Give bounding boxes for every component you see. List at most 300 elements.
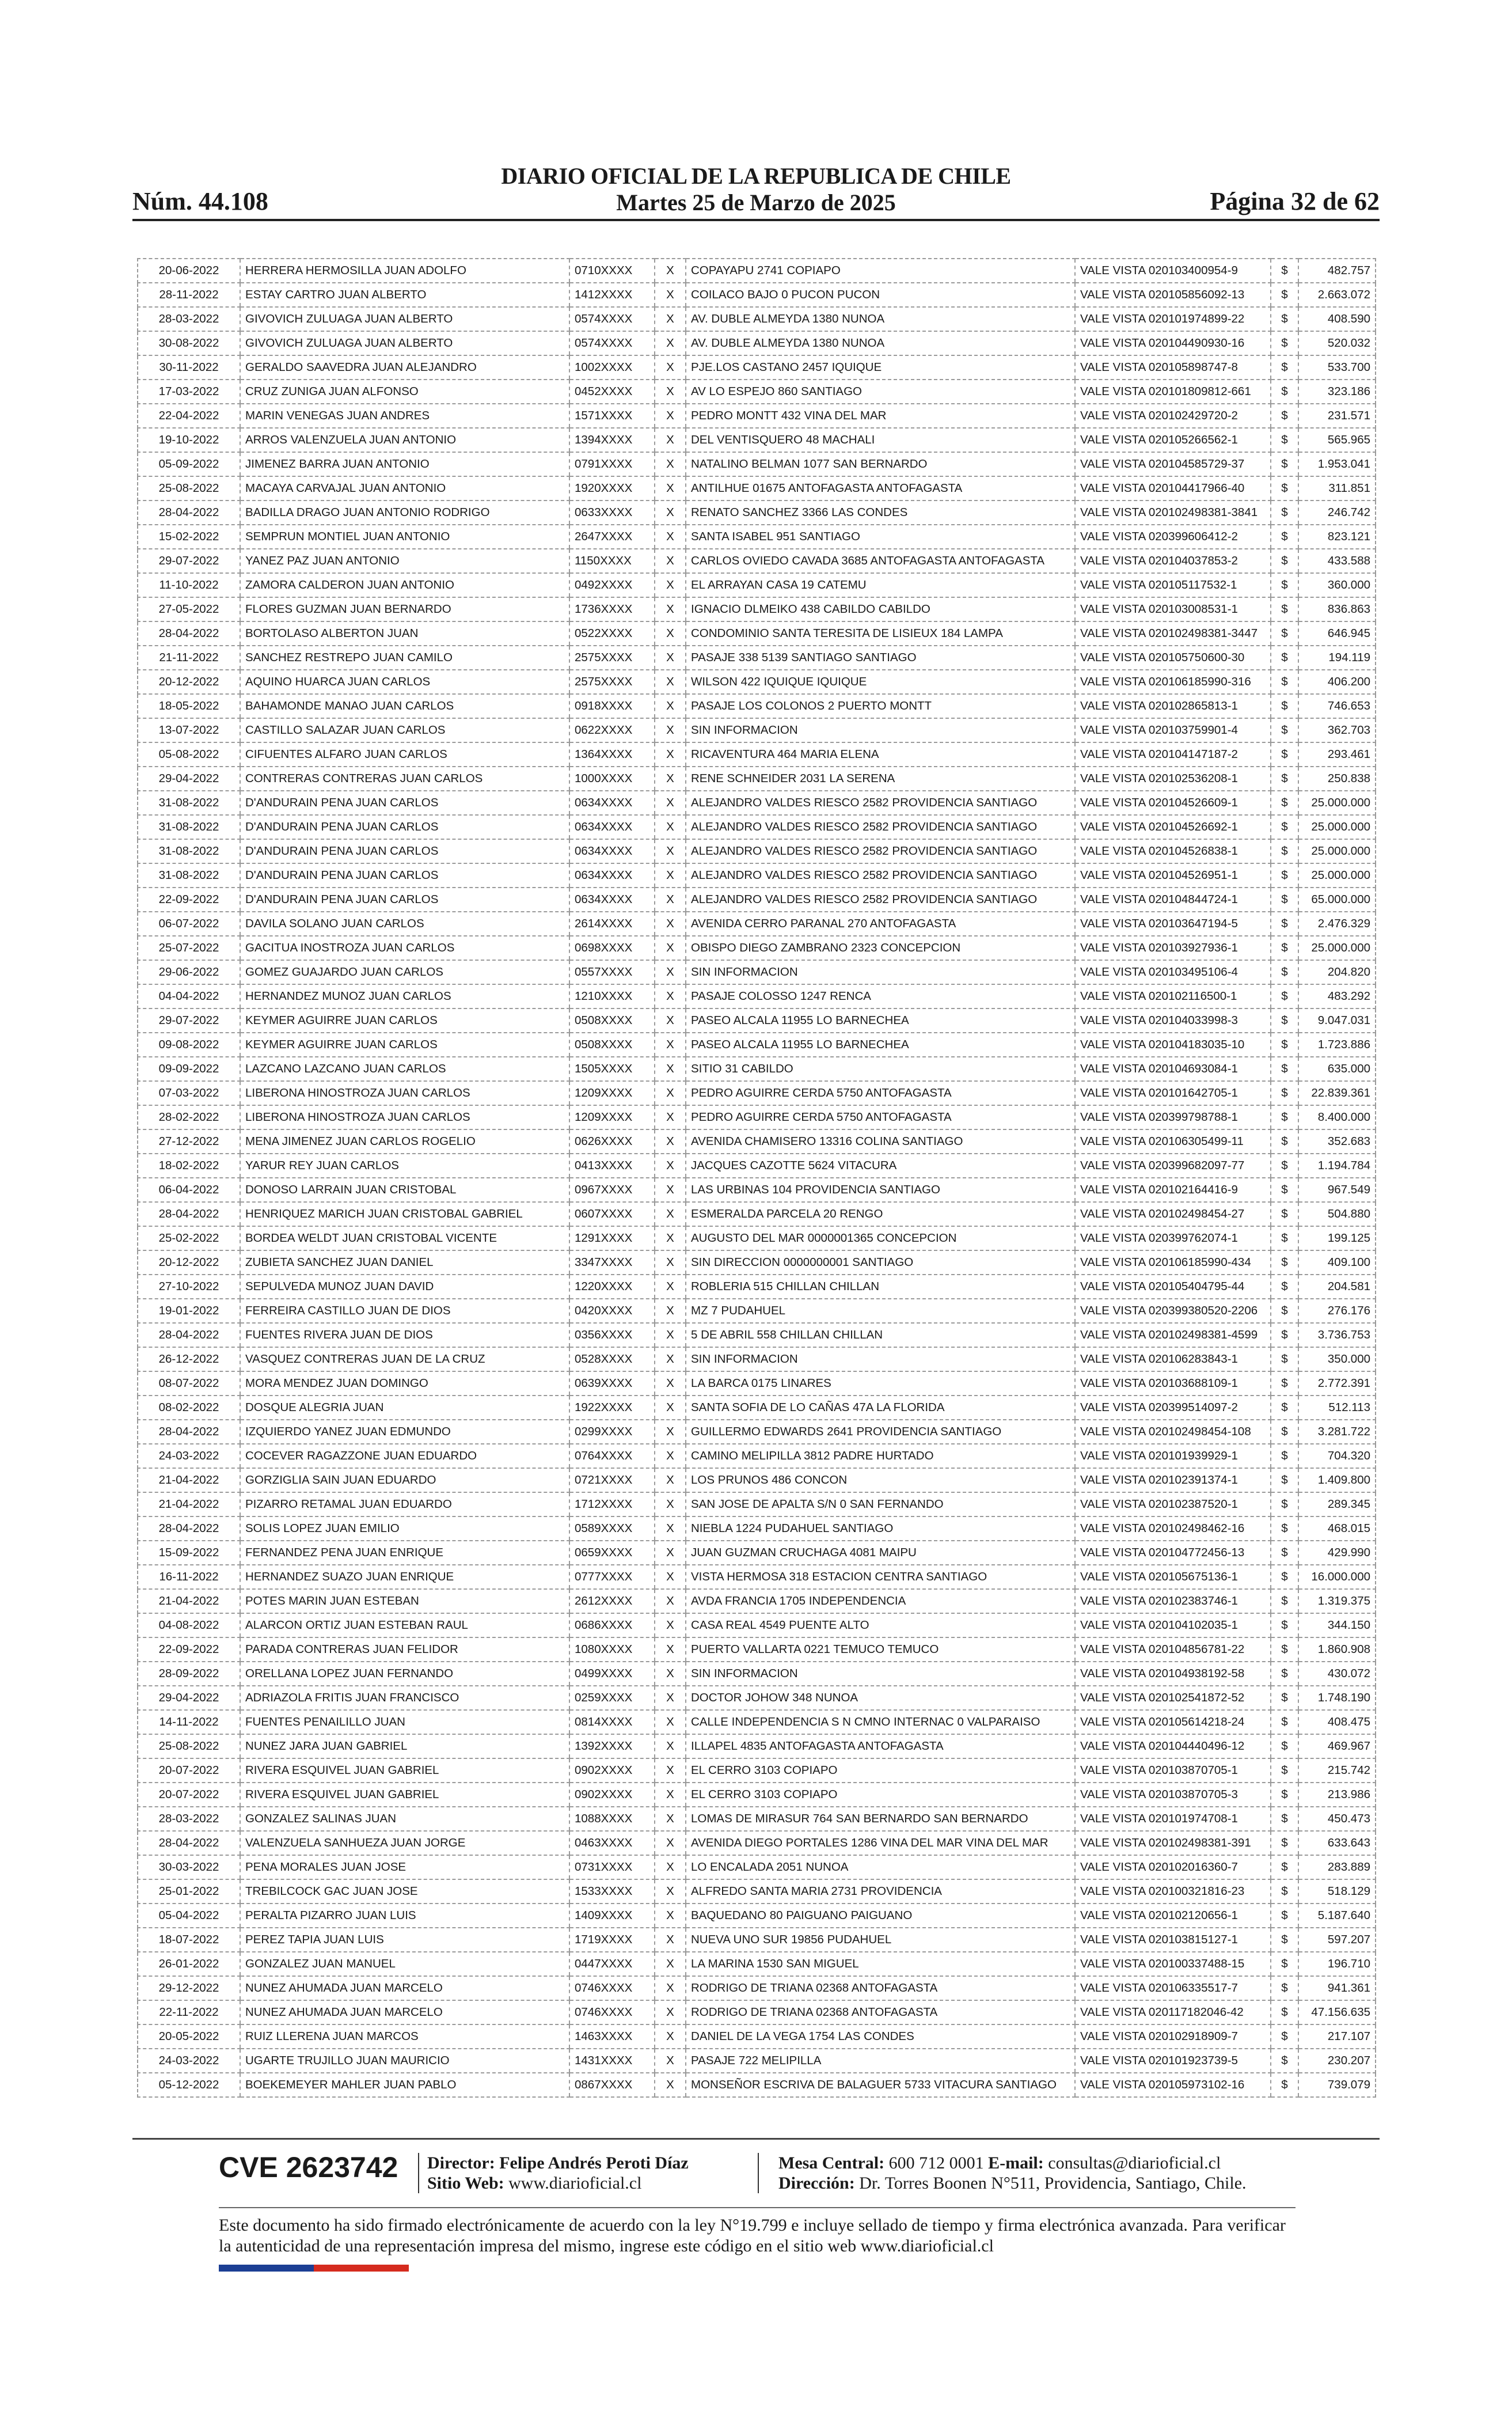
name-cell: MACAYA CARVAJAL JUAN ANTONIO — [240, 476, 569, 501]
name-cell: LIBERONA HINOSTROZA JUAN CARLOS — [240, 1105, 569, 1129]
amount-cell: 276.176 — [1298, 1299, 1376, 1323]
mark-cell: X — [655, 1831, 686, 1855]
table-row — [138, 452, 1376, 476]
date-cell: 22-09-2022 — [138, 1637, 240, 1662]
rut-cell: 0528XXXX — [569, 1347, 655, 1371]
table-row — [138, 307, 1376, 331]
document-cell: VALE VISTA 020104102035-1 — [1075, 1613, 1271, 1637]
amount-cell: 1.723.886 — [1298, 1033, 1376, 1057]
rut-cell: 0634XXXX — [569, 815, 655, 839]
amount-cell: 196.710 — [1298, 1952, 1376, 1976]
date-cell: 24-03-2022 — [138, 1444, 240, 1468]
address-cell: LOMAS DE MIRASUR 764 SAN BERNARDO SAN BERNARDO — [686, 1807, 1075, 1831]
table-row — [138, 597, 1376, 621]
table-row — [138, 767, 1376, 791]
mark-cell: X — [655, 355, 686, 380]
date-cell: 06-07-2022 — [138, 912, 240, 936]
name-cell: FUENTES RIVERA JUAN DE DIOS — [240, 1323, 569, 1347]
table-row — [138, 960, 1376, 984]
rut-cell: 0686XXXX — [569, 1613, 655, 1637]
mark-cell: X — [655, 259, 686, 283]
amount-cell: 746.653 — [1298, 694, 1376, 718]
mark-cell: X — [655, 1033, 686, 1057]
mark-cell: X — [655, 694, 686, 718]
date-cell: 29-06-2022 — [138, 960, 240, 984]
amount-cell: 213.986 — [1298, 1783, 1376, 1807]
amount-cell: 47.156.635 — [1298, 2000, 1376, 2024]
address-cell: AVENIDA DIEGO PORTALES 1286 VINA DEL MAR VINA DEL MAR — [686, 1831, 1075, 1855]
name-cell: VASQUEZ CONTRERAS JUAN DE LA CRUZ — [240, 1347, 569, 1371]
document-cell: VALE VISTA 020102498381-391 — [1075, 1831, 1271, 1855]
mark-cell: X — [655, 1154, 686, 1178]
currency-cell: $ — [1271, 888, 1298, 912]
rut-cell: 0259XXXX — [569, 1686, 655, 1710]
currency-cell: $ — [1271, 1734, 1298, 1758]
currency-cell: $ — [1271, 646, 1298, 670]
mark-cell: X — [655, 404, 686, 428]
mark-cell: X — [655, 597, 686, 621]
address-cell: PASAJE 722 MELIPILLA — [686, 2049, 1075, 2073]
document-cell: VALE VISTA 020104417966-40 — [1075, 476, 1271, 501]
mark-cell: X — [655, 960, 686, 984]
date-cell: 28-04-2022 — [138, 1516, 240, 1541]
rut-cell: 1002XXXX — [569, 355, 655, 380]
mark-cell: X — [655, 1444, 686, 1468]
mark-cell: X — [655, 1928, 686, 1952]
name-cell: GACITUA INOSTROZA JUAN CARLOS — [240, 936, 569, 960]
table-row — [138, 2024, 1376, 2049]
date-cell: 28-03-2022 — [138, 307, 240, 331]
currency-cell: $ — [1271, 307, 1298, 331]
mark-cell: X — [655, 1420, 686, 1444]
date-cell: 31-08-2022 — [138, 791, 240, 815]
address-cell: ALEJANDRO VALDES RIESCO 2582 PROVIDENCIA SANTIAGO — [686, 888, 1075, 912]
rut-cell: 0791XXXX — [569, 452, 655, 476]
currency-cell: $ — [1271, 1202, 1298, 1226]
table-row — [138, 501, 1376, 525]
date-cell: 21-04-2022 — [138, 1589, 240, 1613]
mark-cell: X — [655, 1226, 686, 1250]
amount-cell: 293.461 — [1298, 742, 1376, 767]
document-cell: VALE VISTA 020117182046-42 — [1075, 2000, 1271, 2024]
document-cell: VALE VISTA 020103870705-3 — [1075, 1783, 1271, 1807]
document-cell: VALE VISTA 020104490930-16 — [1075, 331, 1271, 355]
name-cell: LAZCANO LAZCANO JUAN CARLOS — [240, 1057, 569, 1081]
address-cell: LO ENCALADA 2051 NUNOA — [686, 1855, 1075, 1879]
name-cell: HERNANDEZ SUAZO JUAN ENRIQUE — [240, 1565, 569, 1589]
amount-cell: 1.953.041 — [1298, 452, 1376, 476]
address-cell: MZ 7 PUDAHUEL — [686, 1299, 1075, 1323]
name-cell: YARUR REY JUAN CARLOS — [240, 1154, 569, 1178]
mark-cell: X — [655, 1347, 686, 1371]
date-cell: 14-11-2022 — [138, 1710, 240, 1734]
date-cell: 27-10-2022 — [138, 1275, 240, 1299]
address-cell: DANIEL DE LA VEGA 1754 LAS CONDES — [686, 2024, 1075, 2049]
mark-cell: X — [655, 452, 686, 476]
currency-cell: $ — [1271, 912, 1298, 936]
date-cell: 05-04-2022 — [138, 1904, 240, 1928]
date-cell: 30-11-2022 — [138, 355, 240, 380]
date-cell: 20-12-2022 — [138, 670, 240, 694]
currency-cell: $ — [1271, 621, 1298, 646]
mark-cell: X — [655, 1396, 686, 1420]
name-cell: SEPULVEDA MUNOZ JUAN DAVID — [240, 1275, 569, 1299]
date-cell: 29-04-2022 — [138, 767, 240, 791]
currency-cell: $ — [1271, 1807, 1298, 1831]
name-cell: GONZALEZ SALINAS JUAN — [240, 1807, 569, 1831]
address-cell: PJE.LOS CASTANO 2457 IQUIQUE — [686, 355, 1075, 380]
rut-cell: 0639XXXX — [569, 1371, 655, 1396]
date-cell: 09-08-2022 — [138, 1033, 240, 1057]
mark-cell: X — [655, 1105, 686, 1129]
table-row — [138, 1154, 1376, 1178]
rut-cell: 1088XXXX — [569, 1807, 655, 1831]
currency-cell: $ — [1271, 1105, 1298, 1129]
name-cell: GOMEZ GUAJARDO JUAN CARLOS — [240, 960, 569, 984]
rut-cell: 0622XXXX — [569, 718, 655, 742]
currency-cell: $ — [1271, 1250, 1298, 1275]
document-cell: VALE VISTA 020102383746-1 — [1075, 1589, 1271, 1613]
document-cell: VALE VISTA 020106185990-316 — [1075, 670, 1271, 694]
address-cell: SANTA SOFIA DE LO CAÑAS 47A LA FLORIDA — [686, 1396, 1075, 1420]
rut-cell: 0463XXXX — [569, 1831, 655, 1855]
currency-cell: $ — [1271, 355, 1298, 380]
document-cell: VALE VISTA 020102536208-1 — [1075, 767, 1271, 791]
amount-cell: 246.742 — [1298, 501, 1376, 525]
mark-cell: X — [655, 283, 686, 307]
document-cell: VALE VISTA 020104856781-22 — [1075, 1637, 1271, 1662]
table-row — [138, 1323, 1376, 1347]
name-cell: HERRERA HERMOSILLA JUAN ADOLFO — [240, 259, 569, 283]
address-cell: GUILLERMO EDWARDS 2641 PROVIDENCIA SANTIAGO — [686, 1420, 1075, 1444]
currency-cell: $ — [1271, 331, 1298, 355]
amount-cell: 1.319.375 — [1298, 1589, 1376, 1613]
date-cell: 25-02-2022 — [138, 1226, 240, 1250]
amount-cell: 504.880 — [1298, 1202, 1376, 1226]
name-cell: RIVERA ESQUIVEL JUAN GABRIEL — [240, 1758, 569, 1783]
mark-cell: X — [655, 742, 686, 767]
date-cell: 28-11-2022 — [138, 283, 240, 307]
name-cell: MENA JIMENEZ JUAN CARLOS ROGELIO — [240, 1129, 569, 1154]
document-cell: VALE VISTA 020399380520-2206 — [1075, 1299, 1271, 1323]
date-cell: 20-06-2022 — [138, 259, 240, 283]
mark-cell: X — [655, 380, 686, 404]
name-cell: AQUINO HUARCA JUAN CARLOS — [240, 670, 569, 694]
currency-cell: $ — [1271, 1686, 1298, 1710]
amount-cell: 352.683 — [1298, 1129, 1376, 1154]
currency-cell: $ — [1271, 670, 1298, 694]
table-row — [138, 791, 1376, 815]
table-row — [138, 283, 1376, 307]
document-cell: VALE VISTA 020399514097-2 — [1075, 1396, 1271, 1420]
amount-cell: 25.000.000 — [1298, 791, 1376, 815]
address-value: Dr. Torres Boonen N°511, Providencia, Santiago, Chile. — [859, 2174, 1247, 2193]
address-cell: DOCTOR JOHOW 348 NUNOA — [686, 1686, 1075, 1710]
name-cell: PIZARRO RETAMAL JUAN EDUARDO — [240, 1492, 569, 1516]
mark-cell: X — [655, 863, 686, 888]
amount-cell: 5.187.640 — [1298, 1904, 1376, 1928]
table-row — [138, 1758, 1376, 1783]
address-cell: PASAJE COLOSSO 1247 RENCA — [686, 984, 1075, 1008]
table-row — [138, 912, 1376, 936]
address-cell: ALEJANDRO VALDES RIESCO 2582 PROVIDENCIA SANTIAGO — [686, 863, 1075, 888]
name-cell: TREBILCOCK GAC JUAN JOSE — [240, 1879, 569, 1904]
amount-cell: 65.000.000 — [1298, 888, 1376, 912]
amount-cell: 204.820 — [1298, 960, 1376, 984]
records-table — [137, 258, 1376, 2098]
amount-cell: 199.125 — [1298, 1226, 1376, 1250]
currency-cell: $ — [1271, 597, 1298, 621]
name-cell: FUENTES PENAILILLO JUAN — [240, 1710, 569, 1734]
document-cell: VALE VISTA 020104526951-1 — [1075, 863, 1271, 888]
rut-cell: 0967XXXX — [569, 1178, 655, 1202]
rut-cell: 0607XXXX — [569, 1202, 655, 1226]
table-row — [138, 1831, 1376, 1855]
rut-cell: 0299XXXX — [569, 1420, 655, 1444]
document-cell: VALE VISTA 020104693084-1 — [1075, 1057, 1271, 1081]
date-cell: 17-03-2022 — [138, 380, 240, 404]
document-cell: VALE VISTA 020104037853-2 — [1075, 549, 1271, 573]
name-cell: NUNEZ JARA JUAN GABRIEL — [240, 1734, 569, 1758]
document-cell: VALE VISTA 020103688109-1 — [1075, 1371, 1271, 1396]
table-row — [138, 839, 1376, 863]
currency-cell: $ — [1271, 1129, 1298, 1154]
currency-cell: $ — [1271, 839, 1298, 863]
flag-blue-segment — [219, 2265, 314, 2272]
amount-cell: 250.838 — [1298, 767, 1376, 791]
name-cell: ZUBIETA SANCHEZ JUAN DANIEL — [240, 1250, 569, 1275]
mark-cell: X — [655, 428, 686, 452]
table-row — [138, 936, 1376, 960]
amount-cell: 3.736.753 — [1298, 1323, 1376, 1347]
address-cell: SIN INFORMACION — [686, 1347, 1075, 1371]
rut-cell: 1000XXXX — [569, 767, 655, 791]
table-row — [138, 670, 1376, 694]
mark-cell: X — [655, 621, 686, 646]
address-cell: OBISPO DIEGO ZAMBRANO 2323 CONCEPCION — [686, 936, 1075, 960]
table-row — [138, 1637, 1376, 1662]
mark-cell: X — [655, 1468, 686, 1492]
table-row — [138, 1952, 1376, 1976]
currency-cell: $ — [1271, 1275, 1298, 1299]
currency-cell: $ — [1271, 1347, 1298, 1371]
mark-cell: X — [655, 1541, 686, 1565]
currency-cell: $ — [1271, 2049, 1298, 2073]
mark-cell: X — [655, 549, 686, 573]
currency-cell: $ — [1271, 1323, 1298, 1347]
document-cell: VALE VISTA 020104938192-58 — [1075, 1662, 1271, 1686]
name-cell: KEYMER AGUIRRE JUAN CARLOS — [240, 1008, 569, 1033]
address-label: Dirección: — [778, 2174, 855, 2193]
document-cell: VALE VISTA 020101642705-1 — [1075, 1081, 1271, 1105]
mark-cell: X — [655, 1492, 686, 1516]
date-cell: 13-07-2022 — [138, 718, 240, 742]
name-cell: HERNANDEZ MUNOZ JUAN CARLOS — [240, 984, 569, 1008]
address-cell: RODRIGO DE TRIANA 02368 ANTOFAGASTA — [686, 2000, 1075, 2024]
rut-cell: 0777XXXX — [569, 1565, 655, 1589]
currency-cell: $ — [1271, 525, 1298, 549]
table-row — [138, 1904, 1376, 1928]
document-cell: VALE VISTA 020399762074-1 — [1075, 1226, 1271, 1250]
issue-number: Núm. 44.108 — [132, 187, 268, 215]
rut-cell: 1736XXXX — [569, 597, 655, 621]
date-cell: 27-12-2022 — [138, 1129, 240, 1154]
document-cell: VALE VISTA 020104183035-10 — [1075, 1033, 1271, 1057]
rut-cell: 1220XXXX — [569, 1275, 655, 1299]
document-cell: VALE VISTA 020102498454-27 — [1075, 1202, 1271, 1226]
mark-cell: X — [655, 501, 686, 525]
document-cell: VALE VISTA 020103759901-4 — [1075, 718, 1271, 742]
website-link[interactable]: www.diarioficial.cl — [508, 2174, 642, 2193]
name-cell: BOEKEMEYER MAHLER JUAN PABLO — [240, 2073, 569, 2097]
address-cell: ALEJANDRO VALDES RIESCO 2582 PROVIDENCIA SANTIAGO — [686, 815, 1075, 839]
address-cell: PEDRO MONTT 432 VINA DEL MAR — [686, 404, 1075, 428]
table-row — [138, 380, 1376, 404]
rut-cell: 1505XXXX — [569, 1057, 655, 1081]
address-cell: NIEBLA 1224 PUDAHUEL SANTIAGO — [686, 1516, 1075, 1541]
rut-cell: 1719XXXX — [569, 1928, 655, 1952]
address-cell: AV. DUBLE ALMEYDA 1380 NUNOA — [686, 307, 1075, 331]
name-cell: GERALDO SAAVEDRA JUAN ALEJANDRO — [240, 355, 569, 380]
rut-cell: 0508XXXX — [569, 1008, 655, 1033]
rut-cell: 0659XXXX — [569, 1541, 655, 1565]
mark-cell: X — [655, 912, 686, 936]
mark-cell: X — [655, 1008, 686, 1033]
currency-cell: $ — [1271, 1855, 1298, 1879]
date-cell: 26-12-2022 — [138, 1347, 240, 1371]
date-cell: 28-04-2022 — [138, 1323, 240, 1347]
website-line — [427, 2173, 689, 2193]
document-cell: VALE VISTA 020102498381-3447 — [1075, 621, 1271, 646]
amount-cell: 836.863 — [1298, 597, 1376, 621]
rut-cell: 0867XXXX — [569, 2073, 655, 2097]
document-cell: VALE VISTA 020103870705-1 — [1075, 1758, 1271, 1783]
address-cell: ROBLERIA 515 CHILLAN CHILLAN — [686, 1275, 1075, 1299]
date-cell: 22-04-2022 — [138, 404, 240, 428]
mark-cell: X — [655, 936, 686, 960]
document-cell: VALE VISTA 020104440496-12 — [1075, 1734, 1271, 1758]
amount-cell: 1.860.908 — [1298, 1637, 1376, 1662]
date-cell: 29-04-2022 — [138, 1686, 240, 1710]
name-cell: KEYMER AGUIRRE JUAN CARLOS — [240, 1033, 569, 1057]
address-cell: ALEJANDRO VALDES RIESCO 2582 PROVIDENCIA SANTIAGO — [686, 791, 1075, 815]
rut-cell: 1922XXXX — [569, 1396, 655, 1420]
mark-cell: X — [655, 791, 686, 815]
rut-cell: 0764XXXX — [569, 1444, 655, 1468]
address-cell: ALEJANDRO VALDES RIESCO 2582 PROVIDENCIA SANTIAGO — [686, 839, 1075, 863]
rut-cell: 1920XXXX — [569, 476, 655, 501]
address-cell: SIN INFORMACION — [686, 1662, 1075, 1686]
mark-cell: X — [655, 1710, 686, 1734]
date-cell: 29-07-2022 — [138, 549, 240, 573]
name-cell: DONOSO LARRAIN JUAN CRISTOBAL — [240, 1178, 569, 1202]
currency-cell: $ — [1271, 404, 1298, 428]
address-cell: VISTA HERMOSA 318 ESTACION CENTRA SANTIAGO — [686, 1565, 1075, 1589]
amount-cell: 429.990 — [1298, 1541, 1376, 1565]
amount-cell: 1.409.800 — [1298, 1468, 1376, 1492]
document-cell: VALE VISTA 020102116500-1 — [1075, 984, 1271, 1008]
document-cell: VALE VISTA 020102865813-1 — [1075, 694, 1271, 718]
address-cell: NUEVA UNO SUR 19856 PUDAHUEL — [686, 1928, 1075, 1952]
address-cell: SIN INFORMACION — [686, 718, 1075, 742]
address-cell: PASAJE LOS COLONOS 2 PUERTO MONTT — [686, 694, 1075, 718]
amount-cell: 633.643 — [1298, 1831, 1376, 1855]
currency-cell: $ — [1271, 1831, 1298, 1855]
rut-cell: 1409XXXX — [569, 1904, 655, 1928]
rut-cell: 1209XXXX — [569, 1105, 655, 1129]
currency-cell: $ — [1271, 1057, 1298, 1081]
address-cell: MONSEÑOR ESCRIVA DE BALAGUER 5733 VITACURA SANTIAGO — [686, 2073, 1075, 2097]
address-cell: IGNACIO DLMEIKO 438 CABILDO CABILDO — [686, 597, 1075, 621]
table-row — [138, 1275, 1376, 1299]
rut-cell: 1392XXXX — [569, 1734, 655, 1758]
name-cell: CIFUENTES ALFARO JUAN CARLOS — [240, 742, 569, 767]
mark-cell: X — [655, 1662, 686, 1686]
amount-cell: 9.047.031 — [1298, 1008, 1376, 1033]
date-cell: 20-05-2022 — [138, 2024, 240, 2049]
name-cell: SEMPRUN MONTIEL JUAN ANTONIO — [240, 525, 569, 549]
table-row — [138, 525, 1376, 549]
address-cell: BAQUEDANO 80 PAIGUANO PAIGUANO — [686, 1904, 1075, 1928]
name-cell: DOSQUE ALEGRIA JUAN — [240, 1396, 569, 1420]
date-cell: 21-04-2022 — [138, 1468, 240, 1492]
amount-cell: 646.945 — [1298, 621, 1376, 646]
date-cell: 05-08-2022 — [138, 742, 240, 767]
mesa-label: Mesa Central: — [778, 2153, 885, 2172]
name-cell: RIVERA ESQUIVEL JUAN GABRIEL — [240, 1783, 569, 1807]
name-cell: BORTOLASO ALBERTON JUAN — [240, 621, 569, 646]
name-cell: D'ANDURAIN PENA JUAN CARLOS — [240, 839, 569, 863]
amount-cell: 597.207 — [1298, 1928, 1376, 1952]
date-cell: 28-09-2022 — [138, 1662, 240, 1686]
name-cell: NUNEZ AHUMADA JUAN MARCELO — [240, 1976, 569, 2000]
table-row — [138, 1928, 1376, 1952]
currency-cell: $ — [1271, 1565, 1298, 1589]
date-cell: 15-02-2022 — [138, 525, 240, 549]
document-cell: VALE VISTA 020102498381-4599 — [1075, 1323, 1271, 1347]
address-cell: LA MARINA 1530 SAN MIGUEL — [686, 1952, 1075, 1976]
currency-cell: $ — [1271, 2073, 1298, 2097]
table-row — [138, 549, 1376, 573]
address-cell: PEDRO AGUIRRE CERDA 5750 ANTOFAGASTA — [686, 1105, 1075, 1129]
name-cell: NUNEZ AHUMADA JUAN MARCELO — [240, 2000, 569, 2024]
document-cell: VALE VISTA 020102391374-1 — [1075, 1468, 1271, 1492]
name-cell: ADRIAZOLA FRITIS JUAN FRANCISCO — [240, 1686, 569, 1710]
date-cell: 04-04-2022 — [138, 984, 240, 1008]
date-cell: 30-03-2022 — [138, 1855, 240, 1879]
name-cell: GONZALEZ JUAN MANUEL — [240, 1952, 569, 1976]
document-cell: VALE VISTA 020106283843-1 — [1075, 1347, 1271, 1371]
legal-rule — [219, 2207, 1296, 2208]
date-cell: 15-09-2022 — [138, 1541, 240, 1565]
table-row — [138, 1879, 1376, 1904]
currency-cell: $ — [1271, 1371, 1298, 1396]
address-cell: SIN INFORMACION — [686, 960, 1075, 984]
email-link[interactable]: consultas@diarioficial.cl — [1048, 2153, 1221, 2172]
address-line — [778, 2173, 1247, 2193]
table-row — [138, 2000, 1376, 2024]
currency-cell: $ — [1271, 791, 1298, 815]
address-cell: WILSON 422 IQUIQUE IQUIQUE — [686, 670, 1075, 694]
mark-cell: X — [655, 331, 686, 355]
table-row — [138, 1250, 1376, 1275]
address-cell: SIN DIRECCION 0000000001 SANTIAGO — [686, 1250, 1075, 1275]
document-cell: VALE VISTA 020104526692-1 — [1075, 815, 1271, 839]
address-cell: EL CERRO 3103 COPIAPO — [686, 1758, 1075, 1783]
amount-cell: 635.000 — [1298, 1057, 1376, 1081]
date-cell: 20-07-2022 — [138, 1783, 240, 1807]
table-row — [138, 815, 1376, 839]
